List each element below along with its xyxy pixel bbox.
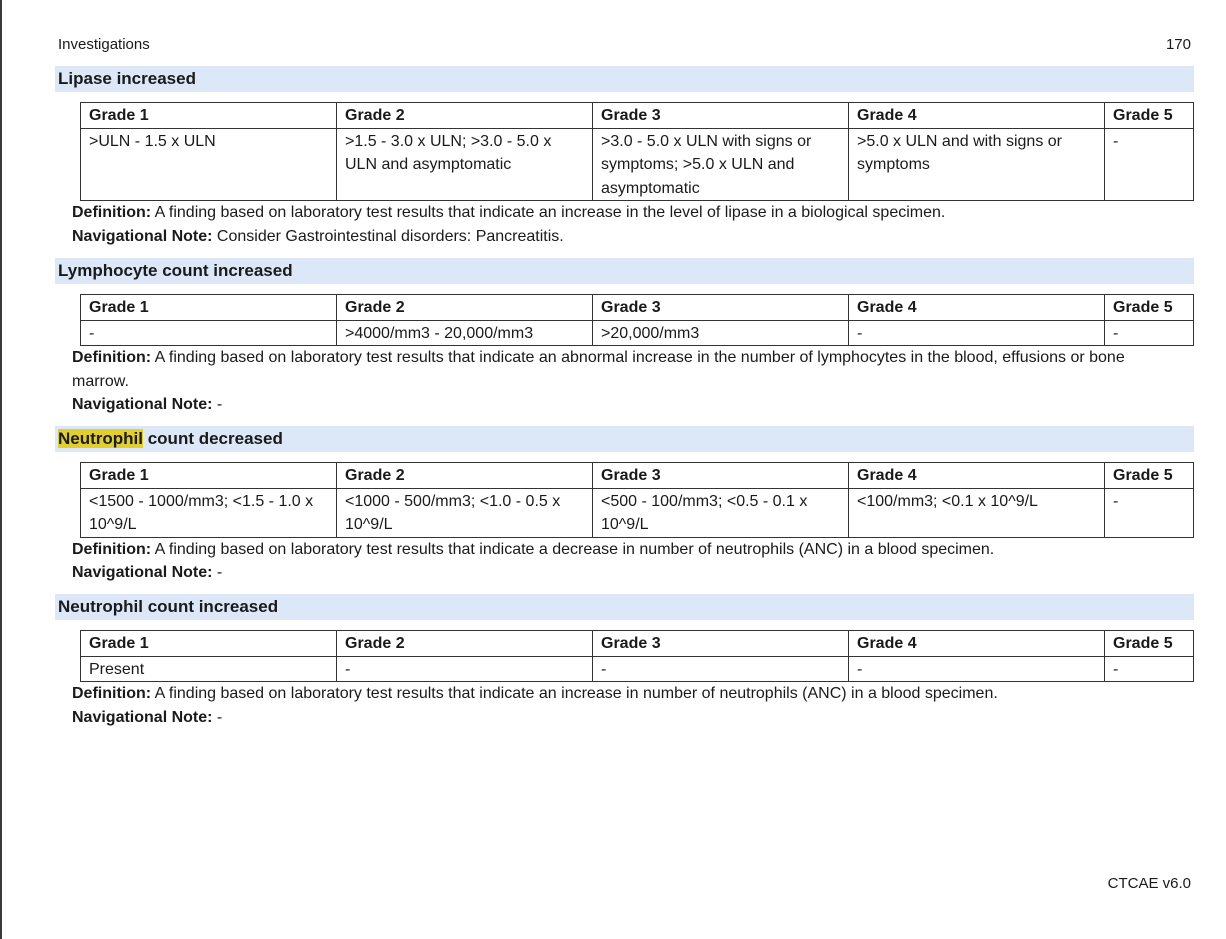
navigational-note [72,706,1182,730]
definition-label: Definition: [72,540,152,558]
navigational-note [72,561,1182,585]
nav-note-label: Navigational Note: [72,708,213,726]
term-title: Lymphocyte count increased [58,261,293,280]
grade-header-row [81,295,1194,321]
grade-cell: >5.0 x ULN and with signs or symptoms [849,128,1105,201]
grade-cell: >4000/mm3 - 20,000/mm3 [337,320,593,346]
term-section-lipase-increased [55,66,1194,248]
grade-header: Grade 2 [337,631,593,657]
grade-cell: - [337,656,593,682]
grade-table [80,102,1194,201]
nav-note-value: Consider Gastrointestinal disorders: Pancreatitis. [212,227,564,245]
definition-label: Definition: [72,349,152,366]
grade-header: Grade 5 [1105,295,1194,321]
definition-value: A finding based on laboratory test results that indicate an abnormal increase in the number of lymphocytes in the blood, effusions or bone marrow. [72,349,1125,390]
term-title: Lipase increased [58,69,196,88]
grade-header: Grade 3 [593,463,849,489]
term-title: count decreased [143,429,283,448]
grade-header: Grade 3 [593,631,849,657]
nav-note-label: Navigational Note: [72,564,213,581]
document-version-footer: CTCAE v6.0 [1107,875,1191,892]
grade-cell: - [81,320,337,346]
grade-header-row [81,463,1194,489]
page-header-category: Investigations [58,36,150,53]
grade-table [80,462,1194,538]
grade-cell: - [1105,656,1194,682]
grade-cell: Present [81,656,337,682]
term-section-lymphocyte-count-increased [55,258,1194,417]
page-left-border [0,0,2,939]
term-section-neutrophil-count-decreased [55,426,1194,585]
grade-header: Grade 1 [81,631,337,657]
grade-cell: <1500 - 1000/mm3; <1.5 - 1.0 x 10^9/L [81,488,337,537]
grade-cell: <100/mm3; <0.1 x 10^9/L [849,488,1105,537]
definition-text [72,538,1182,562]
grade-cell: >20,000/mm3 [593,320,849,346]
grade-cell: >3.0 - 5.0 x ULN with signs or symptoms; >5.0 x ULN and asymptomatic [593,128,849,201]
grade-header: Grade 1 [81,295,337,321]
grade-header: Grade 2 [337,103,593,129]
grade-header: Grade 4 [849,463,1105,489]
grade-cell: - [593,656,849,682]
definition-value: A finding based on laboratory test results that indicate an increase in the level of lipase in a biological specimen. [151,204,946,221]
grade-cell: <1000 - 500/mm3; <1.0 - 0.5 x 10^9/L [337,488,593,537]
nav-note-label: Navigational Note: [72,227,213,245]
nav-note-value: - [212,564,223,581]
nav-note-value: - [212,396,223,413]
grade-cell: >1.5 - 3.0 x ULN; >3.0 - 5.0 x ULN and asymptomatic [337,128,593,201]
grade-header: Grade 4 [849,631,1105,657]
grade-header-row [81,631,1194,657]
grade-header: Grade 2 [337,463,593,489]
nav-note-value: - [212,708,223,726]
definition-value: A finding based on laboratory test results that indicate a decrease in number of neutrophils (ANC) in a blood specimen. [151,540,995,558]
grade-header: Grade 4 [849,295,1105,321]
grade-cell: - [849,656,1105,682]
grade-header-row [81,103,1194,129]
grade-cell: >ULN - 1.5 x ULN [81,128,337,201]
term-title-bar [55,426,1194,452]
grade-value-row [81,320,1194,346]
grade-value-row [81,128,1194,201]
grade-table [80,630,1194,682]
grade-cell: - [849,320,1105,346]
definition-text [72,346,1182,393]
nav-note-label: Navigational Note: [72,396,213,413]
grade-header: Grade 1 [81,103,337,129]
grade-header: Grade 5 [1105,631,1194,657]
grade-header: Grade 2 [337,295,593,321]
grade-header: Grade 3 [593,295,849,321]
term-title-bar [55,66,1194,92]
grade-cell: - [1105,320,1194,346]
grade-cell: - [1105,128,1194,201]
grade-cell: - [1105,488,1194,537]
definition-label: Definition: [72,204,152,221]
grade-value-row [81,656,1194,682]
grade-table [80,294,1194,346]
grade-header: Grade 4 [849,103,1105,129]
grade-header: Grade 5 [1105,463,1194,489]
term-title: Neutrophil count increased [58,597,279,616]
navigational-note [72,225,1182,249]
term-title-bar [55,258,1194,284]
definition-text [72,201,1182,225]
navigational-note [72,393,1182,417]
term-section-neutrophil-count-increased [55,594,1194,729]
term-title-bar [55,594,1194,620]
definition-label: Definition: [72,685,152,702]
definition-text [72,682,1182,706]
grade-header: Grade 5 [1105,103,1194,129]
search-highlight: Neutrophil [58,429,143,448]
grade-cell: <500 - 100/mm3; <0.5 - 0.1 x 10^9/L [593,488,849,537]
grade-header: Grade 3 [593,103,849,129]
definition-value: A finding based on laboratory test results that indicate an increase in number of neutrophils (ANC) in a blood specimen. [151,685,998,702]
grade-header: Grade 1 [81,463,337,489]
grade-value-row [81,488,1194,537]
page-number: 170 [1165,36,1191,53]
